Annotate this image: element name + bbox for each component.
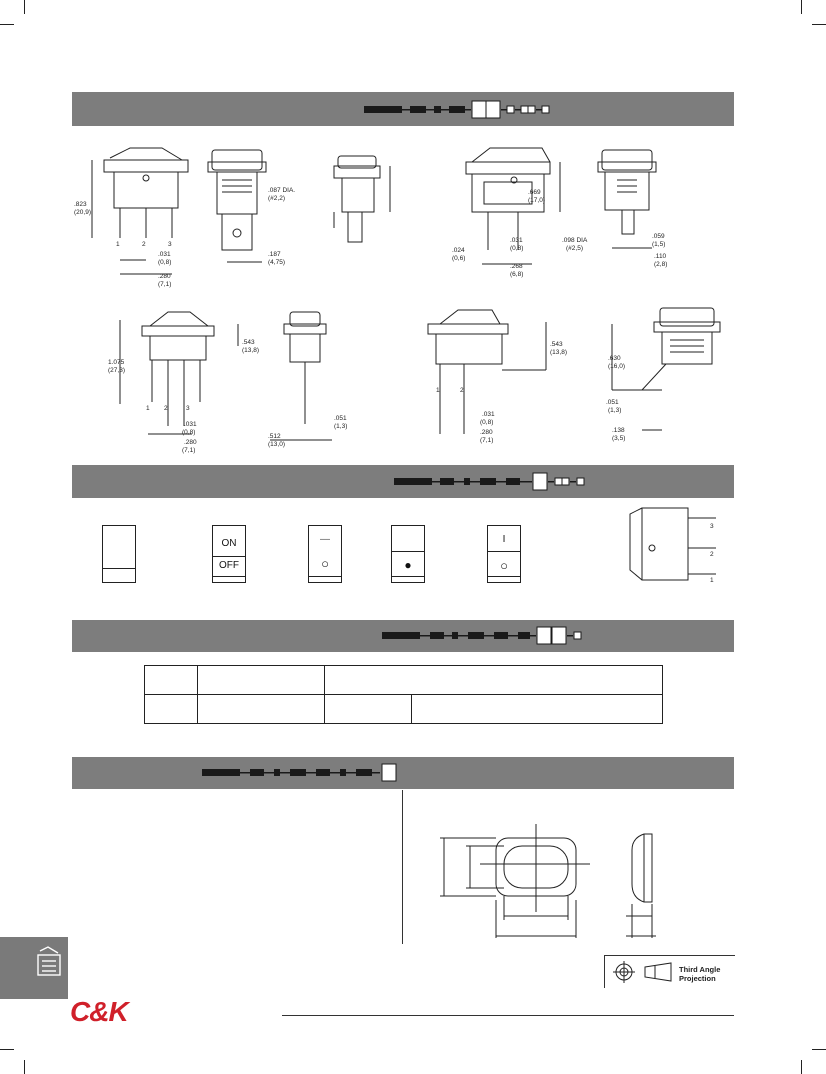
table-row xyxy=(145,695,663,724)
dim-label: .024 xyxy=(452,247,465,254)
projection-label-line: Third Angle xyxy=(679,965,721,974)
crop-mark xyxy=(24,0,25,14)
dim-label: (13,0) xyxy=(268,441,285,448)
part-code-diagram xyxy=(394,472,604,492)
dim-label: .280 xyxy=(158,273,171,280)
section-header-band-3 xyxy=(72,620,734,652)
lens-bottom-text: ○ xyxy=(500,558,508,573)
dim-label: .098 DIA xyxy=(562,237,588,244)
dim-label: (7,1) xyxy=(182,447,196,454)
dim-label: 2 xyxy=(142,241,146,248)
dim-label: (1,5) xyxy=(652,241,666,248)
part-code-diagram xyxy=(364,100,584,120)
projection-legend xyxy=(604,955,735,988)
crop-mark xyxy=(812,24,826,25)
dim-label: (17,0) xyxy=(528,197,545,204)
lens-top-text: ON xyxy=(221,538,237,549)
dim-label: (3,5) xyxy=(612,435,626,442)
dim-label: (13,8) xyxy=(242,347,259,354)
third-angle-projection-icon xyxy=(611,957,675,987)
switch-side-view-drawing xyxy=(622,504,722,588)
dim-label: .051 xyxy=(606,399,619,406)
dim-label: 2 xyxy=(164,405,168,412)
dim-label: 1 xyxy=(436,387,440,394)
dim-label: (27,3) xyxy=(108,367,125,374)
dim-label: .110 xyxy=(654,253,667,260)
crop-mark xyxy=(812,1049,826,1050)
dim-label: .138 xyxy=(612,427,625,434)
table-cell xyxy=(198,695,325,724)
crop-mark xyxy=(0,24,14,25)
dim-label: .051 xyxy=(334,415,347,422)
dim-label: 1.075 xyxy=(108,359,125,366)
lens-bottom-text: OFF xyxy=(219,560,239,571)
lens-marking-i-o xyxy=(487,525,521,583)
dim-label: (13,8) xyxy=(550,349,567,356)
dim-label: (7,1) xyxy=(480,437,494,444)
footer-divider xyxy=(282,1015,734,1016)
section-header-band-1 xyxy=(72,92,734,126)
dim-label: .031 xyxy=(510,237,523,244)
dim-label: (20,9) xyxy=(74,209,91,216)
dim-label: .031 xyxy=(158,251,171,258)
projection-label-line: Projection xyxy=(679,974,716,983)
dim-label: (0,8) xyxy=(510,245,524,252)
lens-bottom-text: ● xyxy=(404,558,412,572)
dim-label: (#2,5) xyxy=(566,245,583,252)
dim-label: .280 xyxy=(184,439,197,446)
table-cell xyxy=(145,695,198,724)
terminal-label: 3 xyxy=(710,523,714,530)
dim-label: (4,75) xyxy=(268,259,285,266)
dim-label: (1,3) xyxy=(334,423,348,430)
lens-top-text: I xyxy=(502,534,506,545)
lens-marking-dash-circle xyxy=(308,525,342,583)
terminal-label: 2 xyxy=(710,551,714,558)
rocker-switch-icon xyxy=(34,945,64,979)
dim-label: .268 xyxy=(510,263,523,270)
dim-label: 1 xyxy=(116,241,120,248)
cap-bezel-drawing xyxy=(430,820,670,940)
option-table xyxy=(144,665,663,724)
switch-drawing-middle-row xyxy=(72,306,734,456)
lens-marking-dot xyxy=(391,525,425,583)
dim-label: (#2,2) xyxy=(268,195,285,202)
lens-top-text: — xyxy=(320,534,330,545)
dim-label: .669 xyxy=(528,189,541,196)
terminal-label: 1 xyxy=(710,577,714,584)
lens-bottom-text: ○ xyxy=(321,556,329,571)
dim-label: .059 xyxy=(652,233,665,240)
dim-label: .512 xyxy=(268,433,281,440)
dim-label: 2 xyxy=(460,387,464,394)
dim-label: .280 xyxy=(480,429,493,436)
table-cell xyxy=(325,666,663,695)
switch-drawing-top-row xyxy=(72,138,734,308)
brand-logo: C&K xyxy=(70,996,128,1027)
dim-label: (0,8) xyxy=(158,259,172,266)
dim-label: 1 xyxy=(146,405,150,412)
part-code-diagram xyxy=(382,626,592,646)
dim-label: (7,1) xyxy=(158,281,172,288)
dim-label: .543 xyxy=(242,339,255,346)
table-cell xyxy=(198,666,325,695)
table-row xyxy=(145,666,663,695)
dim-label: .031 xyxy=(482,411,495,418)
crop-mark xyxy=(801,0,802,14)
dim-label: (2,8) xyxy=(654,261,668,268)
lens-marking-on-off xyxy=(212,525,246,583)
table-cell xyxy=(325,695,412,724)
crop-mark xyxy=(0,1049,14,1050)
crop-mark xyxy=(24,1060,25,1074)
dim-label: (0,8) xyxy=(480,419,494,426)
dim-label: (1,3) xyxy=(608,407,622,414)
dim-label: (16,0) xyxy=(608,363,625,370)
side-category-tab xyxy=(0,937,68,999)
dim-label: .087 DIA. xyxy=(268,187,296,194)
lens-marking-none xyxy=(102,525,136,583)
dim-label: .543 xyxy=(550,341,563,348)
dim-label: (6,8) xyxy=(510,271,524,278)
part-code-diagram xyxy=(202,763,412,783)
table-cell xyxy=(145,666,198,695)
dim-label: .823 xyxy=(74,201,87,208)
dim-label: .630 xyxy=(608,355,621,362)
dim-label: (0,6) xyxy=(452,255,466,262)
dim-label: (0,8) xyxy=(182,429,196,436)
column-divider xyxy=(402,790,403,944)
section-header-band-4 xyxy=(72,757,734,789)
table-cell xyxy=(412,695,663,724)
section-header-band-2 xyxy=(72,465,734,498)
crop-mark xyxy=(801,1060,802,1074)
dim-label: .187 xyxy=(268,251,281,258)
dim-label: .031 xyxy=(184,421,197,428)
dim-label: 3 xyxy=(186,405,190,412)
projection-label xyxy=(679,965,720,983)
dim-label: 3 xyxy=(168,241,172,248)
